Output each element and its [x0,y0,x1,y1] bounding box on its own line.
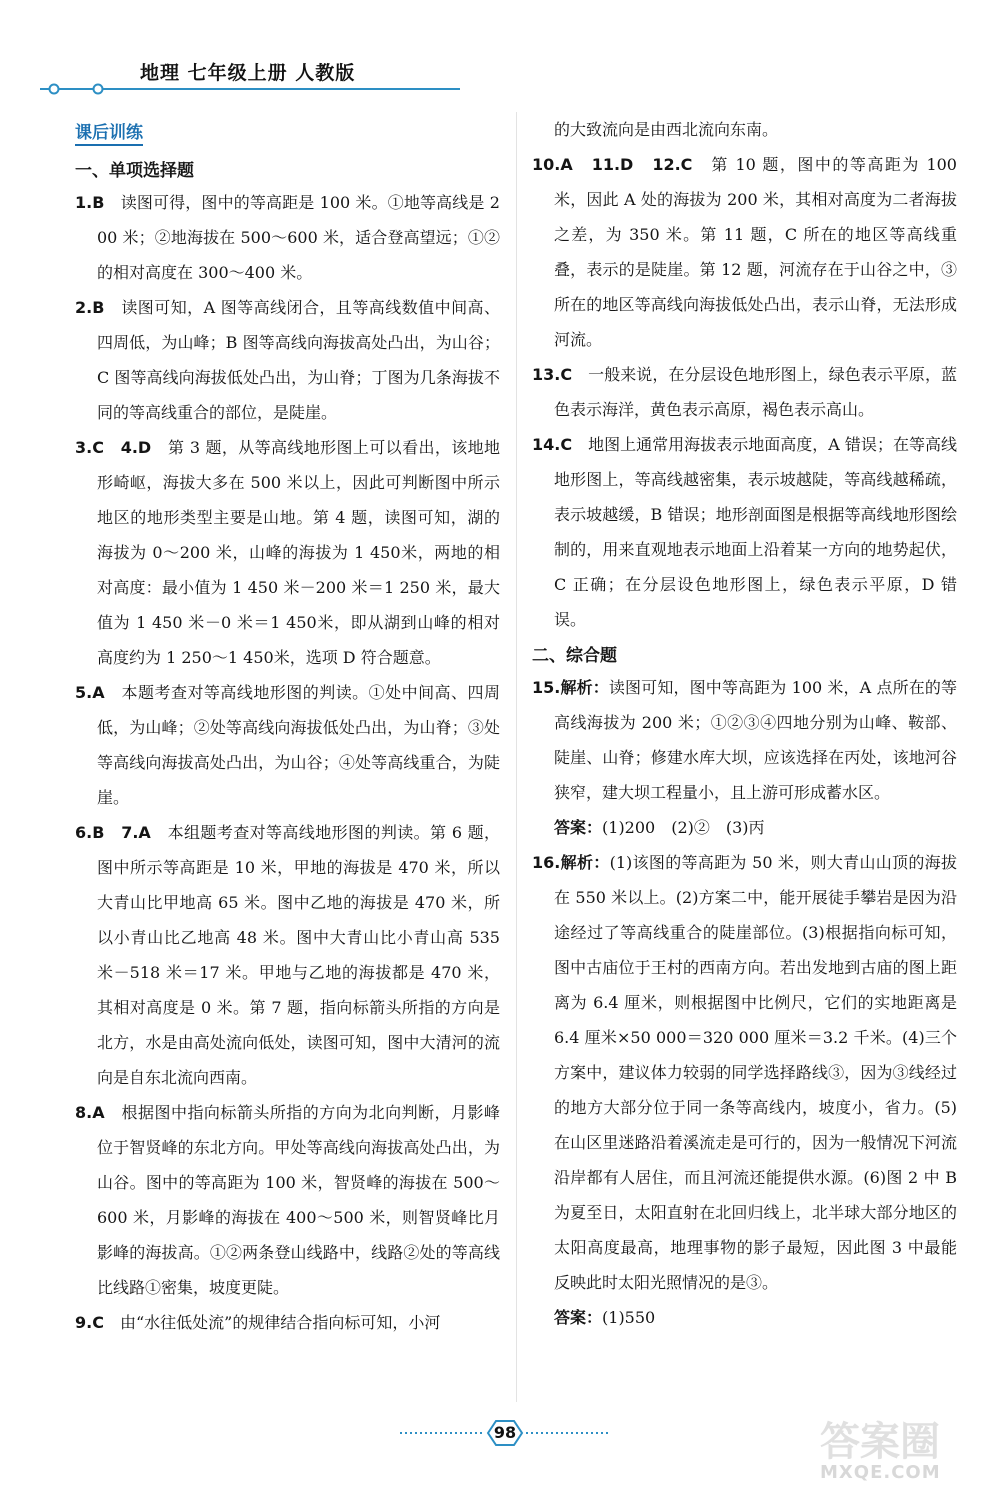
item-number: 10.A 11.D 12.C [532,155,693,174]
answer-item [532,670,957,810]
answer-line [532,810,957,845]
answer-item [532,147,957,357]
answer-value: (1)200 (2)② (3)丙 [602,818,765,837]
item-number: 14.C [532,435,573,454]
answer-item [532,427,957,637]
watermark-url: MXQE.COM [820,1462,941,1483]
item-text: 由“水往低处流”的规律结合指向标可知，小河 [119,1313,441,1332]
item-text: 第 3 题，从等高线地形图上可以看出，该地地形崎岖，海拔大多在 500 米以上，因此可判断图中所示地区的地形类型主要是山地。第 4 题，读图可知，湖的海拔为 0～200 米，山峰的海拔为 1 450米，两地的相对高度：最小值为 1 450 米－200 米＝1 250 米，最大值为 1 450 米－0 米＝1 450米，即从湖到山峰的相对高度约为 1 250～1 450米，选项 D 符合题意。 [97,438,500,667]
answer-value: (1)550 [602,1308,656,1327]
section-tag: 课后训练 [75,118,143,146]
page-number: 98 [493,1423,517,1442]
continued-text: 的大致流向是由西北流向东南。 [554,120,779,139]
answer-item [75,815,500,1095]
answer-item [75,1095,500,1305]
item-number: 9.C [75,1313,104,1332]
item-text: 一般来说，在分层设色地形图上，绿色表示平原，蓝色表示海洋，黄色表示高原，褐色表示高山。 [554,365,957,419]
column-divider [516,112,517,1402]
book-title: 地理 七年级上册 人教版 [140,62,356,84]
item-number: 2.B [75,298,105,317]
page-footer [400,1418,610,1448]
watermark-logo-text: 答案圈 [820,1419,940,1465]
left-column [75,112,500,1340]
answer-label: 答案： [554,818,603,837]
item-text: 本组题考查对等高线地形图的判读。第 6 题，图中所示等高距是 10 米，甲地的海拔是 470 米，所以大青山比甲地高 65 米。图中乙地的海拔是 470 米，所以小青山比乙地高 48 米。图中大青山比小青山高 535 米－518 米＝17 米。甲地与乙地的海拔都是 470 米，其相对高度是 0 米。第 7 题，指向标箭头所指的方向是北方，水是由高处流向低处，读图可知，图中大清河的流向是自东北流向西南。 [97,823,500,1087]
item-text: 读图可得，图中的等高距是 100 米。①地等高线是 200 米；②地海拔在 500～600 米，适合登高望远；①②的相对高度在 300～400 米。 [97,193,500,282]
item-text: (1)该图的等高距为 50 米，则大青山山顶的海拔在 550 米以上。(2)方案二中，能开展徒手攀岩是因为沿途经过了等高线重合的陡崖部位。(3)根据指向标可知，图中古庙位于王村的西南方向。若出发地到古庙的图上距离为 6.4 厘米，则根据图中比例尺，它们的实地距离是 6.4 厘米×50 000＝320 000 厘米＝3.2 千米。(4)三个方案中，建议体力较弱的同学选择路线③，因为③线经过的地方大部分位于同一条等高线内，坡度小，省力。(5)在山区里迷路沿着溪流走是可行的，因为一般情况下河流沿岸都有人居住，而且河流还能提供水源。(6)图 2 中 B 为夏至日，太阳直射在北回归线上，北半球大部分地区的太阳高度最高，地理事物的影子最短，因此图 3 中最能反映此时太阳光照情况的是③。 [554,853,957,1292]
item-number: 15. [532,678,561,697]
answer-item [532,357,957,427]
answer-line [532,1300,957,1335]
page-header [40,58,460,108]
answer-item [75,290,500,430]
section-heading-choice: 一、单项选择题 [75,161,194,181]
answer-item [75,1305,500,1340]
header-rule [40,82,460,96]
item-text: 读图可知，A 图等高线闭合，且等高线数值中间高、四周低，为山峰；B 图等高线向海拔高处凸出，为山谷；C 图等高线向海拔低处凸出，为山脊；丁图为几条海拔不同的等高线重合的部位，是陡崖。 [97,298,500,422]
answer-item [532,845,957,1300]
item-number: 3.C 4.D [75,438,152,457]
item-text: 本题考查对等高线地形图的判读。①处中间高、四周低，为山峰；②处等高线向海拔低处凸出，为山脊；③处等高线向海拔高处凸出，为山谷；④处等高线重合，为陡崖。 [97,683,500,807]
watermark [800,1410,990,1490]
item-text: 根据图中指向标箭头所指的方向为北向判断，月影峰位于智贤峰的东北方向。甲处等高线向海拔高处凸出，为山谷。图中的等高距为 100 米，智贤峰的海拔在 500～600 米，月影峰的海拔在 400～500 米，则智贤峰比月影峰的海拔高。①②两条登山线路中，线路②处的等高线比线路①密集，坡度更陡。 [97,1103,500,1297]
item-number: 16. [532,853,561,872]
item-text: 第 10 题，图中的等高距为 100 米，因此 A 处的海拔为 200 米，其相对高度为二者海拔之差，为 350 米。第 11 题，C 所在的地区等高线重叠，表示的是陡崖。第 12 题，河流存在于山谷之中，③所在的地区等高线向海拔低处凸出，表示山脊，无法形成河流。 [554,155,957,349]
item-text: 地图上通常用海拔表示地面高度，A 错误；在等高线地形图上，等高线越密集，表示坡越陡，等高线越稀疏，表示坡越缓，B 错误；地形剖面图是根据等高线地形图绘制的，用来直观地表示地面上沿着某一方向的地势起伏，C 正确；在分层设色地形图上，绿色表示平原，D 错误。 [554,435,957,629]
item-number: 5.A [75,683,105,702]
analysis-label: 解析： [560,678,609,697]
item-number: 1.B [75,193,105,212]
item-text: 读图可知，图中等高距为 100 米，A 点所在的等高线海拔为 200 米；①②③④四地分别为山峰、鞍部、陡崖、山脊；修建水库大坝，应该选择在丙处，该地河谷狭窄，建大坝工程量小，且上游可形成蓄水区。 [554,678,957,802]
item-number: 13.C [532,365,573,384]
item-number: 6.B 7.A [75,823,151,842]
answer-label: 答案： [554,1308,603,1327]
answer-item [75,675,500,815]
analysis-label: 解析： [560,853,610,872]
answer-item [75,430,500,675]
item-number: 8.A [75,1103,105,1122]
answer-item [75,185,500,290]
section-heading-comprehensive: 二、综合题 [532,646,617,666]
right-column [532,112,957,1335]
